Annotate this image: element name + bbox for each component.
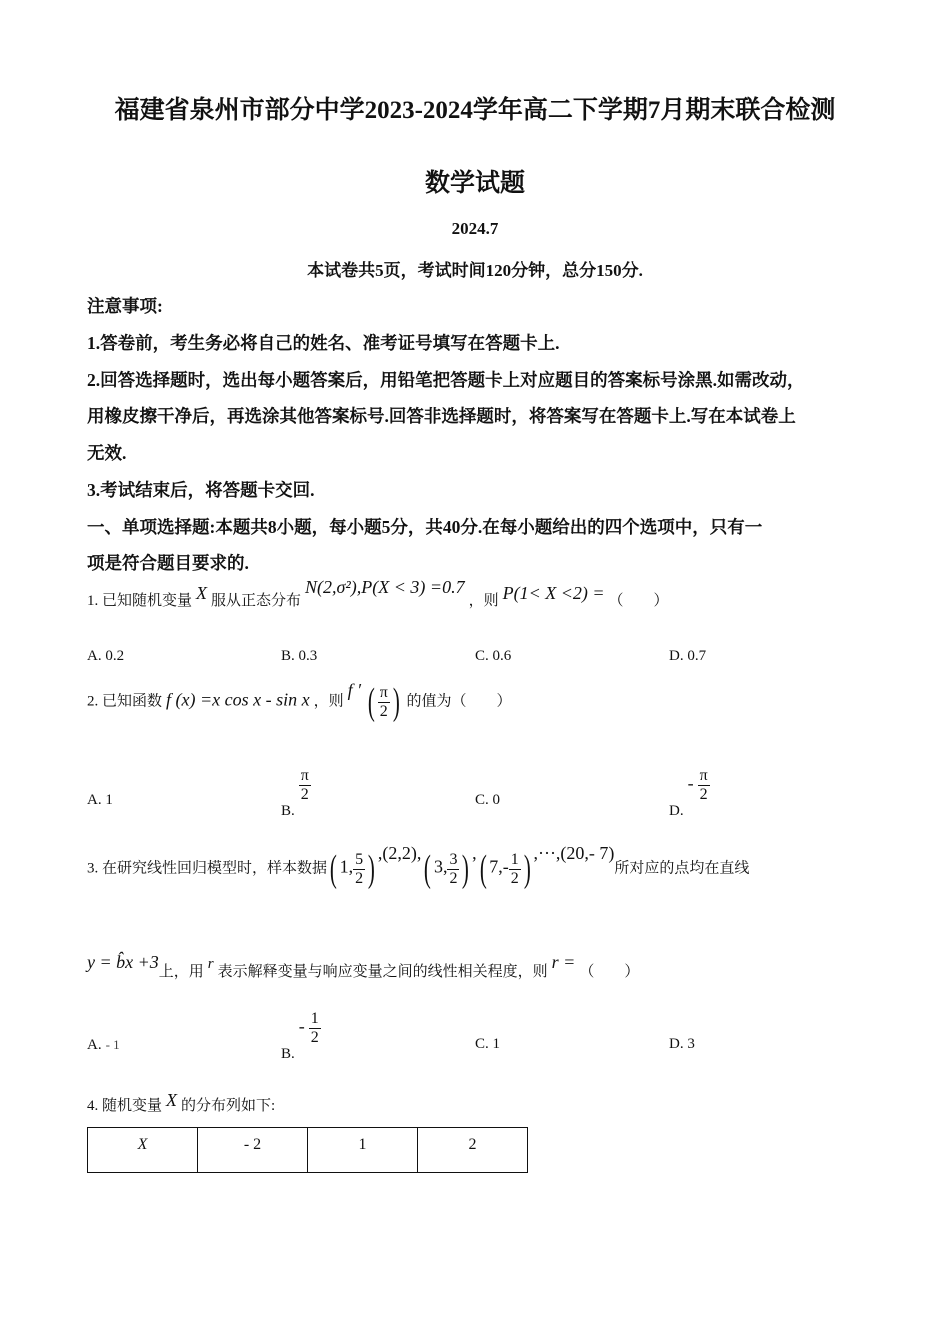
document-title: 福建省泉州市部分中学2023-2024学年高二下学期7月期末联合检测 (114, 97, 836, 124)
q2-prefix: 2. 已知函数 (87, 693, 163, 710)
q1-option-a: A. 0.2 (87, 648, 125, 664)
q2-option-b-label: B. (281, 802, 295, 819)
q1-blank: （ ） (608, 593, 669, 609)
q4-prefix: 4. 随机变量 (87, 1098, 163, 1114)
q2-frac-den: 2 (379, 702, 388, 720)
q2-option-d-num: π (699, 767, 708, 784)
q3-option-b (281, 1010, 321, 1062)
q2-option-b-den: 2 (300, 785, 309, 803)
notice-item-3: 3.考试结束后，将答题卡交回. (87, 480, 315, 500)
q2-option-b-num: π (300, 767, 309, 784)
q1-var: X (196, 583, 208, 603)
q2-fprime: f ′ (347, 679, 362, 700)
q2-option-d (669, 767, 710, 819)
q2-option-b (281, 767, 311, 819)
q4-var: X (166, 1090, 178, 1110)
q3-option-b-den: 2 (310, 1028, 319, 1046)
table-cell-x: X (137, 1136, 148, 1153)
exam-info: 本试卷共5页，考试时间120分钟，总分150分. (307, 261, 643, 280)
q2-function: f (x) =x cos x - sin x (166, 689, 310, 710)
q3-point-3-x: 3, (433, 856, 448, 877)
q3-blank: （ ） (579, 964, 640, 980)
q1-option-c: C. 0.6 (475, 648, 512, 664)
q3-point-1-den: 2 (355, 869, 364, 887)
q3-option-b-label: B. (281, 1045, 295, 1062)
q3-point-1-frac (353, 851, 365, 887)
q3-comma: , (472, 842, 477, 863)
question-3 (87, 842, 750, 890)
q2-option-d-den: 2 (699, 785, 708, 803)
question-2 (87, 679, 512, 723)
q3-paren: ) (523, 848, 531, 890)
q3-point-3-den: 2 (449, 869, 458, 887)
q1-mid: 服从正态分布 (211, 593, 302, 609)
q2-paren-right: ) (392, 681, 400, 723)
q2-option-b-fraction (299, 767, 311, 803)
q3-option-a-label: A. (87, 1037, 102, 1053)
notice-item-1: 1.答卷前，考生务必将自己的姓名、准考证号填写在答题卡上. (87, 333, 560, 353)
q3-option-a (87, 1036, 120, 1054)
q3-point-4-x: 7,- (489, 856, 509, 877)
q3-point-5: ,···,(20,- 7) (533, 842, 615, 863)
question-1 (87, 577, 669, 610)
q3-option-b-fraction (309, 1010, 321, 1046)
q3-paren: ) (368, 848, 375, 890)
q3-point-4-num: 1 (510, 850, 519, 868)
q3-point-2: ,(2,2), (377, 842, 422, 863)
question-3-line-2 (87, 952, 640, 980)
q3-prefix: 3. 在研究线性回归模型时，样本数据 (87, 860, 328, 877)
q2-option-d-label: D. (669, 802, 684, 819)
table-cell: - 2 (198, 1128, 308, 1173)
q1-option-b: B. 0.3 (281, 648, 318, 664)
table-cell: 2 (418, 1128, 528, 1173)
q3-paren: ( (329, 848, 337, 890)
q2-frac-num: π (379, 683, 388, 701)
q3-r-eq: r = (551, 952, 576, 972)
notice-item-2-line-3: 无效. (87, 443, 127, 463)
q4-suffix: 的分布列如下: (181, 1098, 276, 1114)
q2-fraction (378, 684, 390, 720)
notice-item-2-line-1: 2.回答选择题时，选出每小题答案后，用铅笔把答题卡上对应题目的答案标号涂黑.如需改动， (87, 370, 805, 390)
q2-option-d-minus: - (687, 772, 694, 793)
exam-date: 2024.7 (451, 219, 499, 238)
q3-line2-rest: 表示解释变量与响应变量之间的线性相关程度，则 (217, 964, 548, 980)
q3-point-4-den: 2 (510, 869, 519, 887)
section-1-line-1: 一、单项选择题:本题共8小题，每小题5分，共40分.在每小题给出的四个选项中，只有一 (87, 517, 763, 537)
q3-point-3-frac (447, 851, 459, 887)
q3-option-c: C. 1 (475, 1036, 501, 1052)
q1-option-d: D. 0.7 (669, 648, 707, 664)
q3-option-a-value: - 1 (105, 1037, 120, 1052)
q3-point-4-frac (509, 851, 521, 887)
q3-paren: ( (424, 848, 432, 890)
q3-paren: ( (479, 848, 487, 890)
table-cell (88, 1128, 198, 1173)
q3-paren: ) (462, 848, 470, 890)
notice-item-2-line-2: 用橡皮擦干净后，再选涂其他答案标号.回答非选择题时，将答案写在答题卡上.写在本试卷上 (87, 406, 796, 426)
section-1-line-2: 项是符合题目要求的. (87, 553, 249, 573)
q3-line2-mid: 上，用 (158, 964, 204, 980)
table-row (88, 1128, 528, 1173)
q2-option-a: A. 1 (87, 792, 113, 808)
notice-heading: 注意事项: (87, 296, 163, 316)
q2-option-d-fraction (698, 767, 710, 803)
q1-formula: N(2,σ²),P(X < 3) =0.7 (305, 577, 465, 597)
q3-point-1-num: 5 (355, 850, 364, 868)
table-cell: 1 (308, 1128, 418, 1173)
q3-suffix: 所对应的点均在直线 (614, 860, 750, 877)
q3-option-b-num: 1 (310, 1010, 319, 1027)
q2-then: ，则 (313, 693, 344, 710)
q2-option-c: C. 0 (475, 792, 501, 808)
document-subtitle: 数学试题 (424, 170, 525, 197)
q2-suffix: 的值为（ ） (406, 693, 512, 710)
distribution-table (87, 1127, 528, 1173)
q3-line-equation: y = b̂x +3 (87, 952, 159, 972)
q1-then: ，则 (468, 593, 499, 609)
q1-prefix: 1. 已知随机变量 (87, 593, 193, 609)
q2-paren-left: ( (367, 681, 375, 723)
q1-ask: P(1< X <2) = (502, 583, 605, 603)
q3-option-d: D. 3 (669, 1036, 695, 1052)
question-4 (87, 1090, 276, 1115)
q3-point-1-x: 1, (339, 856, 354, 877)
q3-option-b-minus: - (298, 1015, 305, 1036)
q3-r: r (207, 956, 214, 972)
q3-point-3-num: 3 (449, 850, 458, 868)
